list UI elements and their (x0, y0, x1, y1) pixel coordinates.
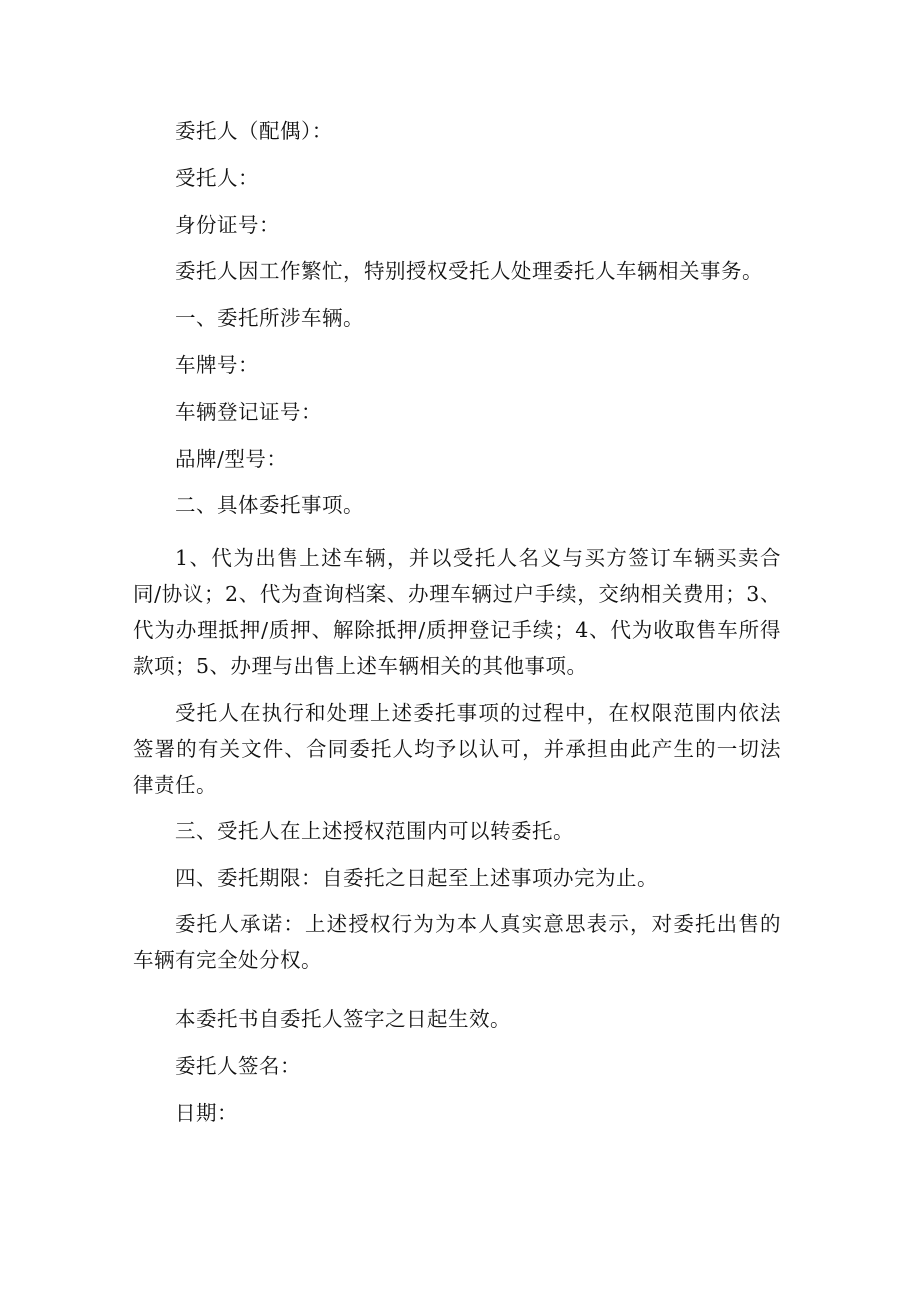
power-of-attorney-document (133, 108, 781, 1137)
principal-field-label: 委托人（配偶）： (175, 119, 333, 143)
signature-field-label: 委托人签名： (175, 1054, 301, 1079)
agent-field-label: 受托人： (175, 165, 259, 190)
registration-number-field-label: 车辆登记证号： (175, 399, 322, 424)
id-number-field-label: 身份证号： (175, 212, 280, 237)
effective-statement: 本委托书自委托人签字之日起生效。 (175, 1007, 511, 1032)
entrusted-matters-paragraph: 1、代为出售上述车辆，并以受托人名义与买方签订车辆买卖合同/协议；2、代为查询档案、办理车辆过户手续，交纳相关费用；3、代为办理抵押/质押、解除抵押/质押登记手续；4、代为收取售车所得款项；5、办理与出售上述车辆相关的其他事项。 (133, 545, 781, 678)
section-1-title: 一、委托所涉车辆。 (175, 306, 364, 331)
date-field-label: 日期： (175, 1100, 238, 1125)
brand-model-field-label: 品牌/型号： (175, 446, 288, 471)
section-2-title: 二、具体委托事项。 (175, 493, 364, 518)
section-3-text: 三、受托人在上述授权范围内可以转委托。 (175, 818, 574, 843)
intro-statement: 委托人因工作繁忙，特别授权受托人处理委托人车辆相关事务。 (175, 259, 763, 284)
plate-number-field-label: 车牌号： (175, 352, 259, 377)
commitment-paragraph: 委托人承诺：上述授权行为为本人真实意思表示，对委托出售的车辆有完全处分权。 (133, 912, 781, 973)
acknowledgement-paragraph: 受托人在执行和处理上述委托事项的过程中，在权限范围内依法签署的有关文件、合同委托人均予以认可，并承担由此产生的一切法律责任。 (133, 700, 781, 797)
section-4-text: 四、委托期限：自委托之日起至上述事项办完为止。 (175, 865, 658, 890)
